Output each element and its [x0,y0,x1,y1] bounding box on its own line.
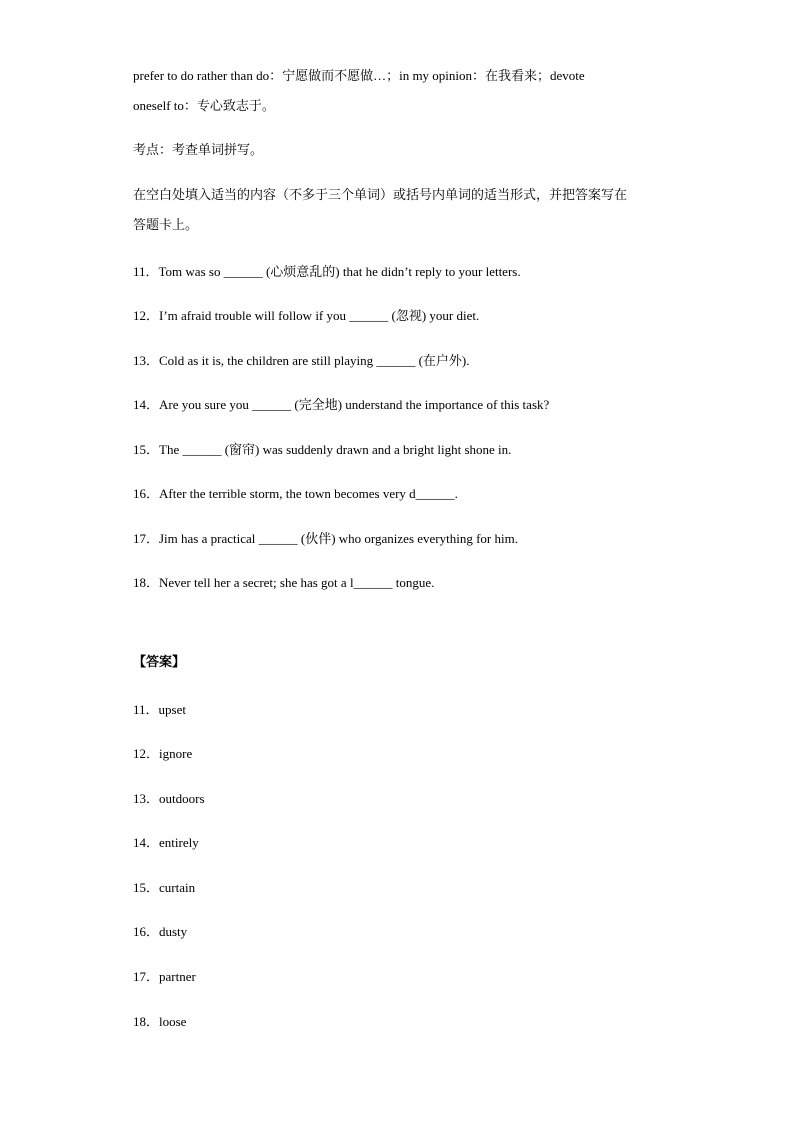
answer-12: 12．ignore [133,746,193,761]
instruction-line-1: 在空白处填入适当的内容（不多于三个单词）或括号内单词的适当形式，并把答案写在 [133,188,628,203]
answer-17: 17．partner [133,969,196,984]
question-11: 11．Tom was so ______ (心烦意乱的) that he didn’t reply to your letters. [133,264,521,279]
question-14: 14．Are you sure you ______ (完全地) understand the importance of this task? [133,397,550,412]
question-16: 16．After the terrible storm, the town becomes very d______. [133,486,458,501]
answer-13: 13．outdoors [133,791,205,806]
question-17: 17．Jim has a practical ______ (伙伴) who organizes everything for him. [133,531,518,546]
question-12: 12．I’m afraid trouble will follow if you ______ (忽视) your diet. [133,308,480,323]
answer-15: 15．curtain [133,880,196,895]
answer-14: 14．entirely [133,835,199,850]
explanation-line-2: oneself to：专心致志于。 [133,98,275,113]
answer-18: 18．loose [133,1014,187,1029]
question-15: 15．The ______ (窗帘) was suddenly drawn and a bright light shone in. [133,442,512,457]
answer-heading: 【答案】 [133,655,186,670]
explanation-line-1: prefer to do rather than do：宁愿做而不愿做…；in my opinion：在我看来；devote [133,68,585,83]
question-18: 18．Never tell her a secret; she has got a l______ tongue. [133,575,435,590]
kaodian-note: 考点：考查单词拼写。 [133,143,264,158]
answer-11: 11．upset [133,702,186,717]
question-13: 13．Cold as it is, the children are still playing ______ (在户外). [133,353,470,368]
instruction-line-2: 答题卡上。 [133,218,199,233]
answer-16: 16．dusty [133,924,188,939]
